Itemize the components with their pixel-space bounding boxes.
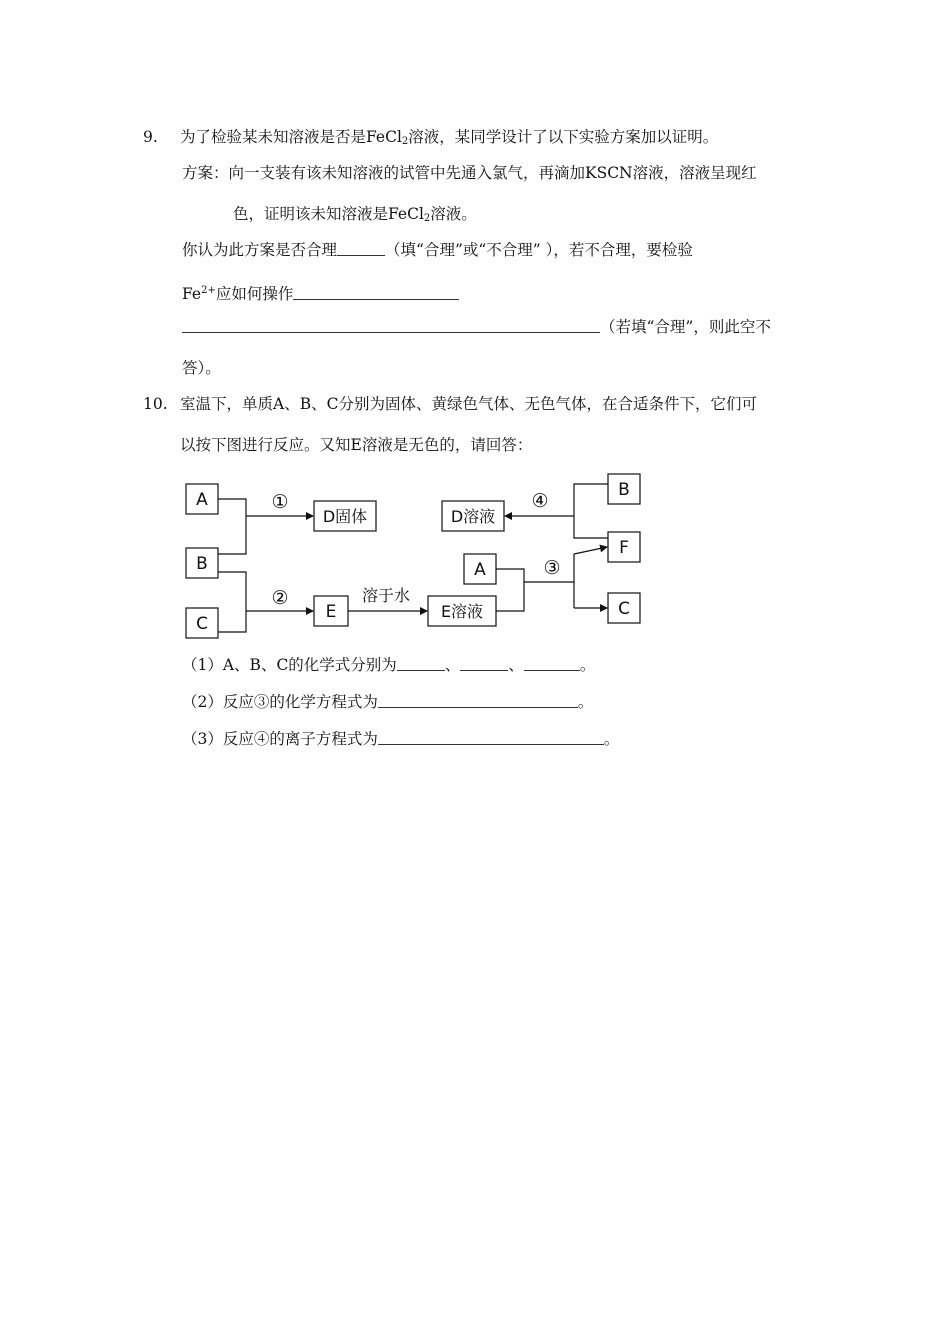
q9-line-4: 你认为此方案是否合理 （填“合理”或“不合理” ），若不合理，要检验: [182, 241, 693, 259]
answer-blank-operation[interactable]: [293, 285, 459, 300]
q9-line-2: 方案：向一支装有该未知溶液的试管中先通入氯气，再滴加KSCN溶液，溶液呈现红: [182, 164, 757, 182]
label-b-left: B: [196, 554, 208, 574]
label-reaction-2: ②: [271, 587, 289, 609]
label-dissolve-in-water: 溶于水: [361, 586, 411, 605]
answer-blank-b[interactable]: [460, 656, 508, 671]
q9-line-5: $Fe^{2+}$应如何操作: [182, 281, 459, 304]
answer-blank-reasonable[interactable]: [337, 241, 385, 256]
label-a-left: A: [196, 490, 208, 510]
q9-line-1: 为了检验某未知溶液是否是FeCl$_2$溶液，某同学设计了以下实验方案加以证明。: [180, 128, 719, 147]
label-f: F: [619, 538, 629, 558]
label-c-right: C: [618, 599, 630, 619]
label-e: E: [325, 602, 337, 622]
answer-blank-eq4[interactable]: [378, 730, 604, 745]
question-10-number: 10.: [143, 395, 168, 413]
label-b-right: B: [618, 480, 630, 500]
label-reaction-1: ①: [271, 491, 289, 513]
q10-line-1: 室温下，单质A、B、C分别为固体、黄绿色气体、无色气体，在合适条件下，它们可: [180, 395, 757, 413]
connector-r3-in: [496, 569, 524, 611]
answer-blank-operation-cont[interactable]: [182, 318, 600, 333]
label-reaction-4: ④: [531, 490, 549, 512]
q9-line-3: 色，证明该未知溶液是FeCl$_2$溶液。: [233, 205, 477, 224]
q10-sub-3: （3）反应④的离子方程式为 。: [182, 730, 620, 748]
q10-sub-2: （2）反应③的化学方程式为 。: [182, 693, 594, 711]
connector-r4: [574, 484, 608, 538]
answer-blank-a[interactable]: [397, 656, 445, 671]
arrow-r3-f: [574, 547, 607, 554]
answer-blank-c[interactable]: [524, 656, 580, 671]
q10-sub-1: （1）A、B、C的化学式分别为 、 、 。: [182, 656, 596, 674]
q10-line-2: 以按下图进行反应。又知E溶液是无色的，请回答：: [180, 436, 533, 454]
connector-r1: [218, 499, 246, 554]
label-a-right: A: [474, 560, 486, 580]
label-d-solid: D固体: [322, 507, 368, 526]
label-c-left: C: [196, 614, 208, 634]
q9-line-6: （若填“合理”，则此空不: [182, 317, 771, 337]
answer-blank-eq3[interactable]: [378, 693, 578, 708]
question-9-number: 9.: [143, 128, 158, 146]
q9-line-7: 答）。: [182, 359, 221, 377]
label-e-solution: E溶液: [440, 602, 484, 621]
label-d-solution: D溶液: [450, 507, 496, 526]
reaction-diagram: [180, 468, 650, 648]
connector-r2: [218, 572, 246, 632]
label-reaction-3: ③: [543, 557, 561, 579]
